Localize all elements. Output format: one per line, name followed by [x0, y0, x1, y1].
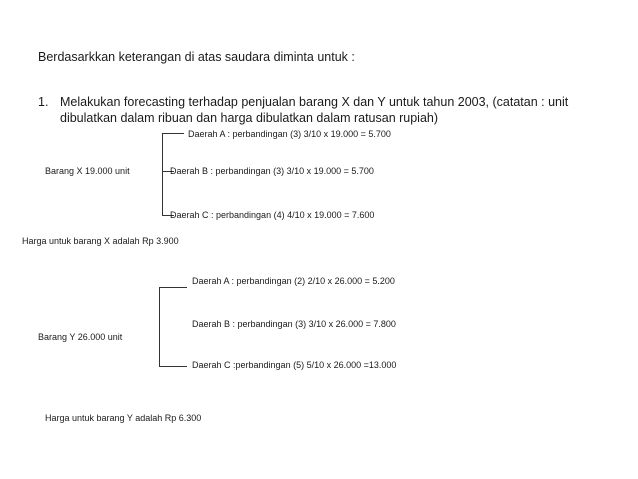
barang-y-daerah-b: Daerah B : perbandingan (3) 3/10 x 26.000 = 7.800	[192, 319, 396, 329]
barang-y-bracket-bottom	[159, 366, 187, 367]
item-number: 1.	[38, 95, 49, 109]
barang-y-daerah-c: Daerah C :perbandingan (5) 5/10 x 26.000 =13.000	[192, 360, 397, 370]
barang-x-daerah-c: Daerah C : perbandingan (4) 4/10 x 19.000 = 7.600	[170, 210, 375, 220]
barang-y-bracket-top	[159, 287, 187, 288]
barang-x-daerah-a: Daerah A : perbandingan (3) 3/10 x 19.000 = 5.700	[188, 129, 391, 139]
barang-y-daerah-a: Daerah A : perbandingan (2) 2/10 x 26.000 = 5.200	[192, 276, 395, 286]
barang-y-harga: Harga untuk barang Y adalah Rp 6.300	[45, 413, 202, 423]
barang-y-label: Barang Y 26.000 unit	[38, 332, 123, 342]
barang-x-label: Barang X 19.000 unit	[45, 166, 130, 176]
barang-y-bracket-vertical	[159, 287, 160, 367]
barang-x-daerah-b: Daerah B : perbandingan (3) 3/10 x 19.000 = 5.700	[170, 166, 374, 176]
barang-x-harga: Harga untuk barang X adalah Rp 3.900	[22, 236, 179, 246]
item-text-line2: dibulatkan dalam ribuan dan harga dibulatkan dalam ratusan rupiah)	[60, 111, 439, 125]
barang-x-bracket-vertical	[162, 133, 163, 216]
item-text-line1: Melakukan forecasting terhadap penjualan barang X dan Y untuk tahun 2003, (catatan : unit	[60, 95, 569, 109]
intro-text: Berdasarkkan keterangan di atas saudara diminta untuk :	[38, 50, 355, 64]
barang-x-bracket-top	[162, 133, 184, 134]
